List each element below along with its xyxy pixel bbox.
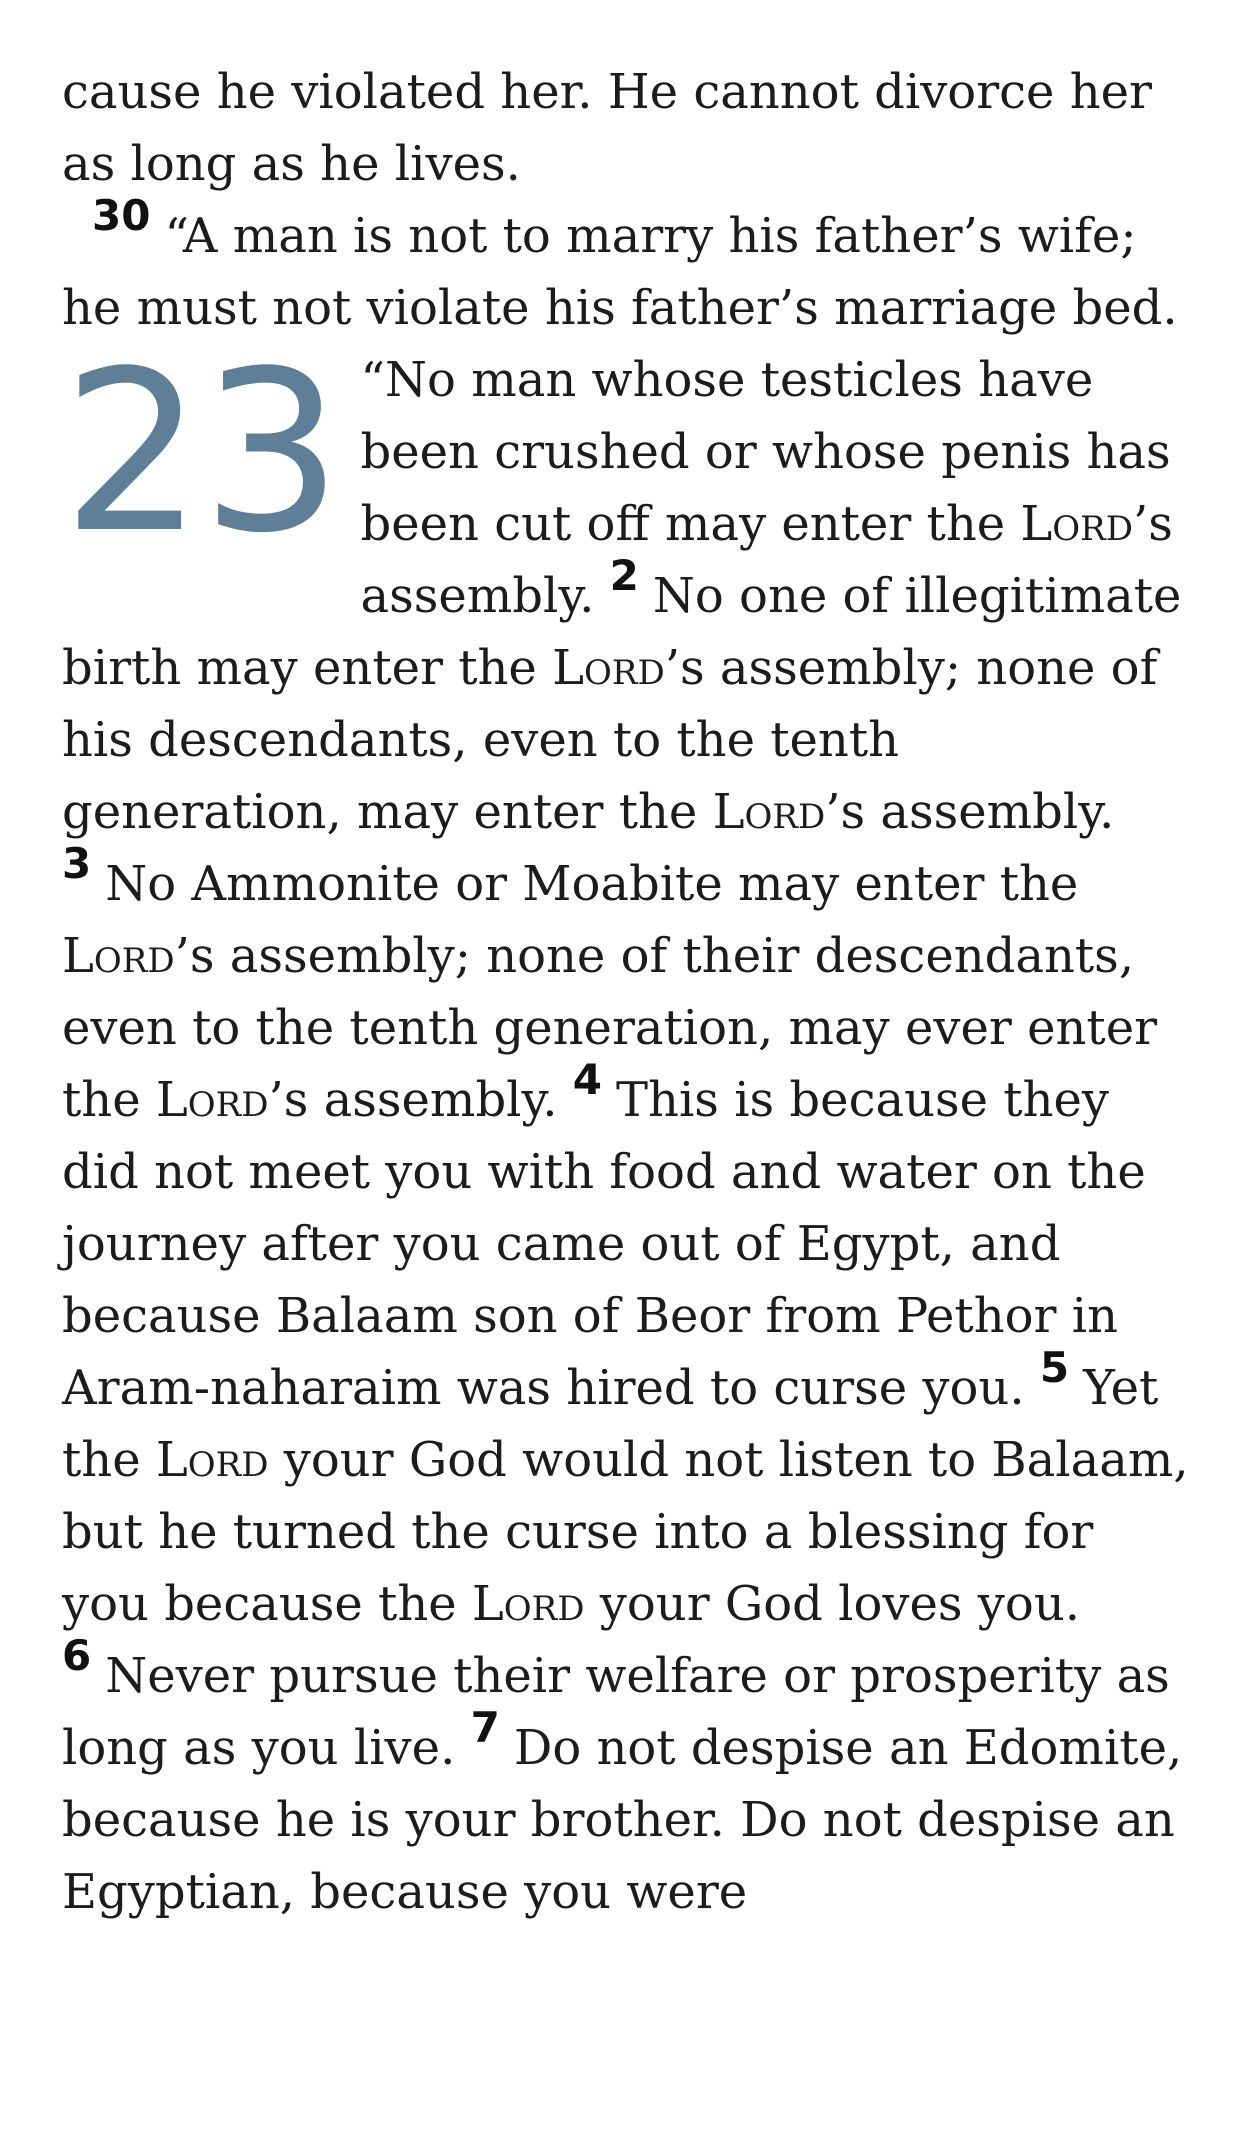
verse-number-5: 5 <box>1039 1343 1070 1392</box>
verse-2-text: ’s assembly; none of his descendants, even to the tenth generation, may enter the <box>62 640 1158 840</box>
scripture-page <box>62 56 1192 1928</box>
verse-number-7: 7 <box>470 1703 500 1752</box>
chapter-number-23: 23 <box>62 324 341 582</box>
assembly-text: ’s assembly. <box>360 496 1173 624</box>
verse-5-text: your God loves you. <box>599 1576 1080 1632</box>
chapter-23-paragraph <box>62 324 1192 1928</box>
assembly-text: ’s assembly. <box>268 1072 558 1128</box>
verse-30-text: “A man is not to marry his father’s wife; he must not violate his father’s marriage bed. <box>62 208 1178 336</box>
verse-number-2: 2 <box>609 551 639 600</box>
verse-2-text: No one of illegitimate birth may enter the <box>62 568 1182 696</box>
lord-word: Lord <box>471 1576 585 1632</box>
verse-1-text: “No man whose testicles have been crushed or whose penis has been cut off may enter the <box>360 352 1171 552</box>
lord-word: Lord <box>155 1432 269 1488</box>
verse-number-30: 30 <box>92 191 151 240</box>
verse-5-text: Yet the <box>62 1360 1159 1488</box>
lord-word: Lord <box>1020 496 1134 552</box>
verse-number-6: 6 <box>62 1631 92 1680</box>
assembly-text: ’s assembly. <box>825 784 1115 840</box>
verse-5-text: your God would not listen to Balaam, but he turned the curse into a blessing for you because the <box>62 1432 1189 1632</box>
verse-30-paragraph <box>62 191 1192 344</box>
lord-word: Lord <box>552 640 665 696</box>
verse-6-text: Never pursue their welfare or prosperity as long as you live. <box>62 1648 1170 1776</box>
verse-7-text: Do not despise an Edomite, because he is your brother. Do not despise an Egyptian, because you were <box>62 1720 1183 1920</box>
verse-3-text: No Ammonite or Moabite may enter the <box>105 856 1079 912</box>
lord-word: Lord <box>62 928 175 984</box>
verse-number-3: 3 <box>62 839 92 888</box>
verse-3-text: ’s assembly; none of their descendants, even to the tenth generation, may ever enter the <box>62 928 1158 1128</box>
chapter-22-continuation <box>62 56 1192 200</box>
verse-number-4: 4 <box>572 1055 603 1104</box>
lord-word: Lord <box>712 784 826 840</box>
continuation-text: cause he violated her. He cannot divorce her as long as he lives. <box>62 64 1152 192</box>
verse-4-text: This is because they did not meet you with food and water on the journey after you came out of Egypt, and because Balaam son of Beor from Pethor in Aram-naharaim was hired to curse you. <box>62 1072 1146 1416</box>
lord-word: Lord <box>155 1072 269 1128</box>
